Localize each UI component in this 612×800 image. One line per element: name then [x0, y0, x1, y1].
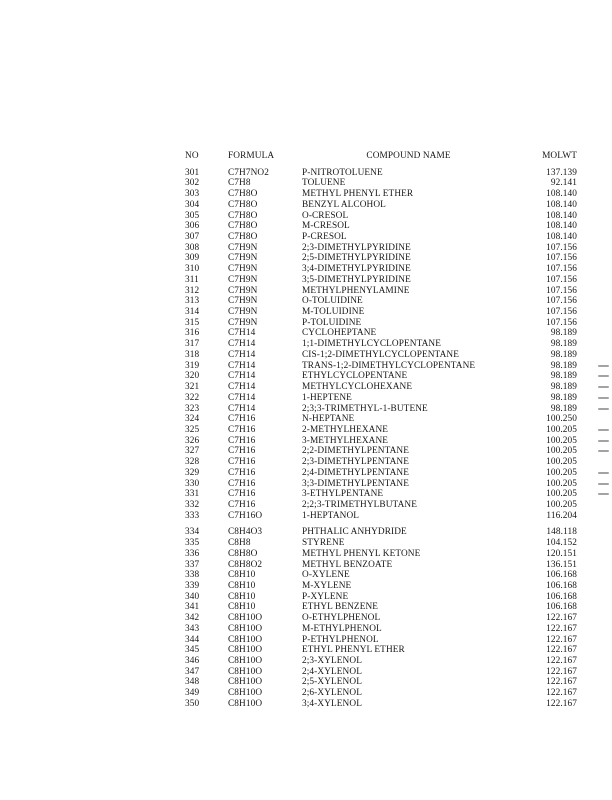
- cell-formula: C7H9N: [228, 253, 258, 264]
- cell-formula: C7H8O: [228, 210, 258, 221]
- table-row: [185, 602, 577, 613]
- cell-no: 344: [185, 634, 200, 645]
- cell-molwt: 108.140: [546, 232, 577, 242]
- cell-no: 333: [185, 510, 200, 521]
- table-row: [185, 688, 577, 699]
- table-row: [185, 382, 577, 393]
- cell-molwt: 100.205: [546, 435, 577, 446]
- cell-no: 309: [185, 253, 200, 264]
- cell-molwt: 107.156: [546, 253, 577, 264]
- cell-no: 345: [185, 645, 200, 656]
- cell-formula: C8H10O: [228, 613, 263, 624]
- cell-formula: C7H16: [228, 489, 256, 500]
- table-row: [185, 479, 577, 490]
- table-row: [185, 667, 577, 678]
- cell-molwt: 107.156: [546, 317, 577, 328]
- cell-molwt: 107.156: [546, 242, 577, 253]
- cell-name: 1-HEPTENE: [302, 392, 352, 403]
- cell-molwt: 107.156: [546, 274, 577, 285]
- cell-no: 307: [185, 232, 200, 242]
- table-row: [185, 538, 577, 549]
- cell-no: 332: [185, 499, 200, 510]
- table-row: [185, 581, 577, 592]
- cell-name: METHYL PHENYL ETHER: [302, 189, 414, 200]
- cell-formula: C8H10O: [228, 698, 263, 709]
- cell-molwt: 100.205: [546, 446, 577, 457]
- table-row: [185, 211, 577, 222]
- cell-no: 341: [185, 602, 200, 613]
- margin-tick-mark: [598, 429, 609, 431]
- cell-formula: C7H8O: [228, 189, 258, 200]
- table-row: [185, 635, 577, 646]
- cell-name: P-ETHYLPHENOL: [302, 634, 379, 645]
- cell-name: 2;3-DIMETHYLPENTANE: [302, 457, 410, 468]
- cell-molwt: 100.205: [546, 467, 577, 478]
- cell-name: ETHYLCYCLOPENTANE: [302, 371, 408, 382]
- cell-name: 2;5-DIMETHYLPYRIDINE: [302, 253, 411, 264]
- table-row: [185, 656, 577, 667]
- cell-formula: C8H8O: [228, 548, 258, 559]
- cell-no: 308: [185, 242, 200, 253]
- cell-name: P-TOLUIDINE: [302, 317, 362, 328]
- cell-no: 337: [185, 559, 200, 570]
- cell-formula: C7H9N: [228, 307, 258, 318]
- cell-no: 306: [185, 221, 200, 232]
- table-row: [185, 457, 577, 468]
- cell-name: 3-METHYLHEXANE: [302, 435, 389, 446]
- cell-name: 3;4-DIMETHYLPYRIDINE: [302, 264, 411, 275]
- cell-name: 2;2;3-TRIMETHYLBUTANE: [302, 499, 417, 510]
- cell-molwt: 122.167: [546, 666, 577, 677]
- cell-formula: C7H16O: [228, 510, 263, 521]
- margin-tick-mark: [598, 450, 609, 452]
- cell-molwt: 107.156: [546, 307, 577, 318]
- cell-molwt: 122.167: [546, 613, 577, 624]
- cell-formula: C7H9N: [228, 264, 258, 275]
- cell-formula: C7H8: [228, 178, 251, 189]
- table-row: [185, 549, 577, 560]
- table-row: [185, 511, 577, 522]
- table-row: [185, 264, 577, 275]
- margin-tick-mark: [598, 365, 609, 367]
- cell-no: 340: [185, 591, 200, 602]
- cell-no: 320: [185, 371, 200, 382]
- cell-no: 318: [185, 349, 200, 360]
- table-row: [185, 189, 577, 200]
- cell-formula: C8H8: [228, 538, 251, 549]
- header-formula: FORMULA: [228, 151, 275, 161]
- cell-name: 3;4-XYLENOL: [302, 698, 362, 709]
- cell-molwt: 106.168: [546, 591, 577, 602]
- cell-name: STYRENE: [302, 538, 345, 549]
- cell-formula: C7H16: [228, 435, 256, 446]
- cell-name: O-XYLENE: [302, 570, 350, 581]
- cell-formula: C7H16: [228, 457, 256, 468]
- cell-formula: C8H10O: [228, 666, 263, 677]
- cell-no: 348: [185, 677, 200, 688]
- cell-no: 343: [185, 623, 200, 634]
- cell-formula: C7H16: [228, 467, 256, 478]
- cell-formula: C7H14: [228, 371, 256, 382]
- cell-molwt: 100.205: [546, 489, 577, 500]
- cell-no: 302: [185, 178, 200, 189]
- table-header-row: [185, 151, 577, 162]
- cell-name: 3;3-DIMETHYLPENTANE: [302, 478, 410, 489]
- cell-molwt: 108.140: [546, 189, 577, 200]
- table-row: [185, 393, 577, 404]
- cell-formula: C8H8O2: [228, 559, 263, 570]
- table-row: [185, 178, 577, 189]
- table-row: [185, 699, 577, 710]
- cell-name: O-CRESOL: [302, 210, 349, 221]
- table-row: [185, 677, 577, 688]
- cell-molwt: 98.189: [550, 371, 577, 382]
- table-row: [185, 371, 577, 382]
- cell-name: METHYL PHENYL KETONE: [302, 548, 421, 559]
- cell-formula: C7H8O: [228, 199, 258, 210]
- cell-formula: C7H14: [228, 403, 256, 414]
- cell-molwt: 98.189: [550, 339, 577, 350]
- cell-no: 339: [185, 581, 200, 591]
- cell-molwt: 104.152: [546, 538, 577, 549]
- margin-tick-mark: [598, 408, 609, 410]
- cell-no: 324: [185, 414, 200, 425]
- cell-no: 336: [185, 548, 200, 559]
- cell-name: P-CRESOL: [302, 232, 347, 242]
- table-row: [185, 446, 577, 457]
- header-molwt: MOLWT: [542, 151, 577, 161]
- header-no: NO: [185, 151, 199, 161]
- cell-formula: C7H16: [228, 478, 256, 489]
- cell-name: BENZYL ALCOHOL: [302, 199, 386, 210]
- cell-formula: C7H8O: [228, 221, 258, 232]
- cell-formula: C7H14: [228, 349, 256, 360]
- cell-name: CIS-1;2-DIMETHYLCYCLOPENTANE: [302, 349, 459, 360]
- cell-molwt: 122.167: [546, 656, 577, 667]
- cell-molwt: 122.167: [546, 645, 577, 656]
- cell-no: 314: [185, 307, 200, 318]
- cell-no: 330: [185, 478, 200, 489]
- cell-formula: C7H16: [228, 414, 256, 425]
- cell-name: ETHYL PHENYL ETHER: [302, 645, 405, 656]
- cell-molwt: 122.167: [546, 623, 577, 634]
- cell-no: 313: [185, 296, 200, 307]
- cell-no: 310: [185, 264, 200, 275]
- cell-no: 319: [185, 360, 200, 371]
- cell-name: 2;2-DIMETHYLPENTANE: [302, 446, 410, 457]
- cell-name: 2;5-XYLENOL: [302, 677, 362, 688]
- cell-molwt: 92.141: [550, 178, 577, 189]
- cell-formula: C7H16: [228, 446, 256, 457]
- cell-name: METHYL BENZOATE: [302, 559, 393, 570]
- cell-name: P-NITROTOLUENE: [302, 167, 383, 178]
- cell-no: 325: [185, 424, 200, 435]
- table-row: [185, 361, 577, 372]
- table-row: [185, 527, 577, 538]
- table-row: [185, 307, 577, 318]
- cell-formula: C8H10: [228, 581, 256, 591]
- compound-table-body: [185, 168, 577, 710]
- cell-name: O-TOLUIDINE: [302, 296, 363, 307]
- cell-name: TOLUENE: [302, 178, 346, 189]
- cell-molwt: 107.156: [546, 285, 577, 296]
- margin-tick-mark: [598, 375, 609, 377]
- table-row: [185, 275, 577, 286]
- cell-formula: C8H10O: [228, 688, 263, 699]
- cell-no: 303: [185, 189, 200, 200]
- cell-molwt: 98.189: [550, 382, 577, 393]
- cell-molwt: 98.189: [550, 392, 577, 403]
- cell-no: 305: [185, 210, 200, 221]
- cell-formula: C7H14: [228, 339, 256, 350]
- cell-molwt: 136.151: [546, 559, 577, 570]
- cell-no: 350: [185, 698, 200, 709]
- cell-formula: C8H10O: [228, 623, 263, 634]
- cell-name: ETHYL BENZENE: [302, 602, 379, 613]
- margin-tick-mark: [598, 440, 609, 442]
- margin-tick-mark: [598, 397, 609, 399]
- cell-molwt: 106.168: [546, 570, 577, 581]
- margin-tick-mark: [598, 493, 609, 495]
- table-row: [185, 468, 577, 479]
- table-row: [185, 560, 577, 571]
- margin-tick-mark: [598, 483, 609, 485]
- cell-name: M-ETHYLPHENOL: [302, 623, 382, 634]
- cell-no: 327: [185, 446, 200, 457]
- cell-name: 2;3-XYLENOL: [302, 656, 362, 667]
- table-row: [185, 350, 577, 361]
- table-row: [185, 624, 577, 635]
- cell-molwt: 98.189: [550, 403, 577, 414]
- cell-name: 2-METHYLHEXANE: [302, 424, 389, 435]
- cell-molwt: 108.140: [546, 221, 577, 232]
- cell-name: 2;4-XYLENOL: [302, 666, 362, 677]
- cell-name: 2;6-XYLENOL: [302, 688, 362, 699]
- cell-no: 316: [185, 328, 200, 339]
- cell-name: METHYLCYCLOHEXANE: [302, 382, 413, 393]
- cell-no: 331: [185, 489, 200, 500]
- cell-name: P-XYLENE: [302, 591, 349, 602]
- table-row: [185, 232, 577, 243]
- cell-no: 322: [185, 392, 200, 403]
- cell-no: 338: [185, 570, 200, 581]
- cell-molwt: 122.167: [546, 634, 577, 645]
- cell-no: 335: [185, 538, 200, 549]
- cell-no: 346: [185, 656, 200, 667]
- cell-name: 2;3;3-TRIMETHYL-1-BUTENE: [302, 403, 428, 414]
- cell-molwt: 100.205: [546, 457, 577, 468]
- cell-molwt: 108.140: [546, 199, 577, 210]
- cell-molwt: 98.189: [550, 328, 577, 339]
- cell-name: 1;1-DIMETHYLCYCLOPENTANE: [302, 339, 442, 350]
- cell-formula: C7H16: [228, 499, 256, 510]
- cell-formula: C7H14: [228, 382, 256, 393]
- cell-formula: C7H16: [228, 424, 256, 435]
- table-row: [185, 592, 577, 603]
- cell-formula: C8H10O: [228, 656, 263, 667]
- cell-molwt: 137.139: [546, 167, 577, 178]
- table-row: [185, 339, 577, 350]
- cell-name: O-ETHYLPHENOL: [302, 613, 381, 624]
- cell-name: 1-HEPTANOL: [302, 510, 360, 521]
- cell-formula: C8H10O: [228, 634, 263, 645]
- cell-formula: C8H10: [228, 591, 256, 602]
- cell-molwt: 120.151: [546, 548, 577, 559]
- table-row: [185, 318, 577, 329]
- table-row: [185, 613, 577, 624]
- cell-formula: C7H9N: [228, 285, 258, 296]
- cell-no: 349: [185, 688, 200, 699]
- cell-formula: C7H14: [228, 328, 256, 339]
- margin-tick-mark: [598, 472, 609, 474]
- cell-formula: C7H14: [228, 360, 256, 371]
- table-row: [185, 645, 577, 656]
- cell-molwt: 100.250: [546, 414, 577, 425]
- table-row: [185, 296, 577, 307]
- cell-molwt: 106.168: [546, 581, 577, 591]
- cell-name: 2;4-DIMETHYLPENTANE: [302, 467, 410, 478]
- cell-formula: C7H9N: [228, 274, 258, 285]
- cell-name: 3-ETHYLPENTANE: [302, 489, 384, 500]
- cell-no: 312: [185, 285, 200, 296]
- table-row: [185, 414, 577, 425]
- cell-no: 311: [185, 274, 199, 285]
- cell-name: CYCLOHEPTANE: [302, 328, 377, 339]
- table-row: [185, 489, 577, 500]
- cell-no: 326: [185, 435, 200, 446]
- margin-tick-mark: [598, 386, 609, 388]
- cell-no: 342: [185, 613, 200, 624]
- cell-no: 328: [185, 457, 200, 468]
- cell-no: 347: [185, 666, 200, 677]
- cell-name: N-HEPTANE: [302, 414, 355, 425]
- cell-name: M-CRESOL: [302, 221, 350, 232]
- cell-molwt: 107.156: [546, 264, 577, 275]
- cell-no: 301: [185, 167, 200, 178]
- cell-molwt: 107.156: [546, 296, 577, 307]
- cell-name: 3;5-DIMETHYLPYRIDINE: [302, 274, 411, 285]
- cell-no: 315: [185, 317, 200, 328]
- table-row: [185, 425, 577, 436]
- cell-formula: C8H10O: [228, 645, 263, 656]
- cell-name: TRANS-1;2-DIMETHYLCYCLOPENTANE: [302, 360, 476, 371]
- cell-no: 304: [185, 199, 200, 210]
- table-row: [185, 200, 577, 211]
- cell-molwt: 122.167: [546, 688, 577, 699]
- cell-formula: C7H7NO2: [228, 167, 269, 178]
- cell-name: 2;3-DIMETHYLPYRIDINE: [302, 242, 411, 253]
- cell-molwt: 122.167: [546, 677, 577, 688]
- table-row: [185, 328, 577, 339]
- cell-formula: C8H10: [228, 570, 256, 581]
- cell-no: 323: [185, 403, 200, 414]
- cell-molwt: 100.205: [546, 478, 577, 489]
- cell-name: METHYLPHENYLAMINE: [302, 285, 410, 296]
- cell-formula: C7H9N: [228, 242, 258, 253]
- cell-formula: C8H10O: [228, 677, 263, 688]
- cell-formula: C7H9N: [228, 296, 258, 307]
- cell-name: PHTHALIC ANHYDRIDE: [302, 527, 407, 538]
- cell-no: 321: [185, 382, 200, 393]
- cell-molwt: 100.205: [546, 499, 577, 510]
- cell-molwt: 100.205: [546, 424, 577, 435]
- compound-property-table: [185, 151, 577, 710]
- table-row: [185, 243, 577, 254]
- cell-molwt: 116.204: [546, 510, 577, 521]
- table-row: [185, 286, 577, 297]
- cell-formula: C7H9N: [228, 317, 258, 328]
- cell-molwt: 98.189: [550, 349, 577, 360]
- cell-molwt: 106.168: [546, 602, 577, 613]
- cell-name: M-TOLUIDINE: [302, 307, 365, 318]
- cell-molwt: 122.167: [546, 698, 577, 709]
- table-row: [185, 404, 577, 415]
- cell-molwt: 108.140: [546, 210, 577, 221]
- table-row: [185, 221, 577, 232]
- cell-formula: C7H8O: [228, 232, 258, 242]
- table-row: [185, 500, 577, 511]
- cell-formula: C8H10: [228, 602, 256, 613]
- cell-no: 329: [185, 467, 200, 478]
- cell-formula: C7H14: [228, 392, 256, 403]
- cell-molwt: 98.189: [550, 360, 577, 371]
- table-row: [185, 436, 577, 447]
- cell-no: 334: [185, 527, 200, 538]
- header-compound-name: COMPOUND NAME: [366, 151, 451, 161]
- cell-no: 317: [185, 339, 200, 350]
- table-row: [185, 570, 577, 581]
- cell-name: M-XYLENE: [302, 581, 352, 591]
- cell-molwt: 148.118: [546, 527, 577, 538]
- table-row: [185, 253, 577, 264]
- table-row: [185, 168, 577, 179]
- cell-formula: C8H4O3: [228, 527, 263, 538]
